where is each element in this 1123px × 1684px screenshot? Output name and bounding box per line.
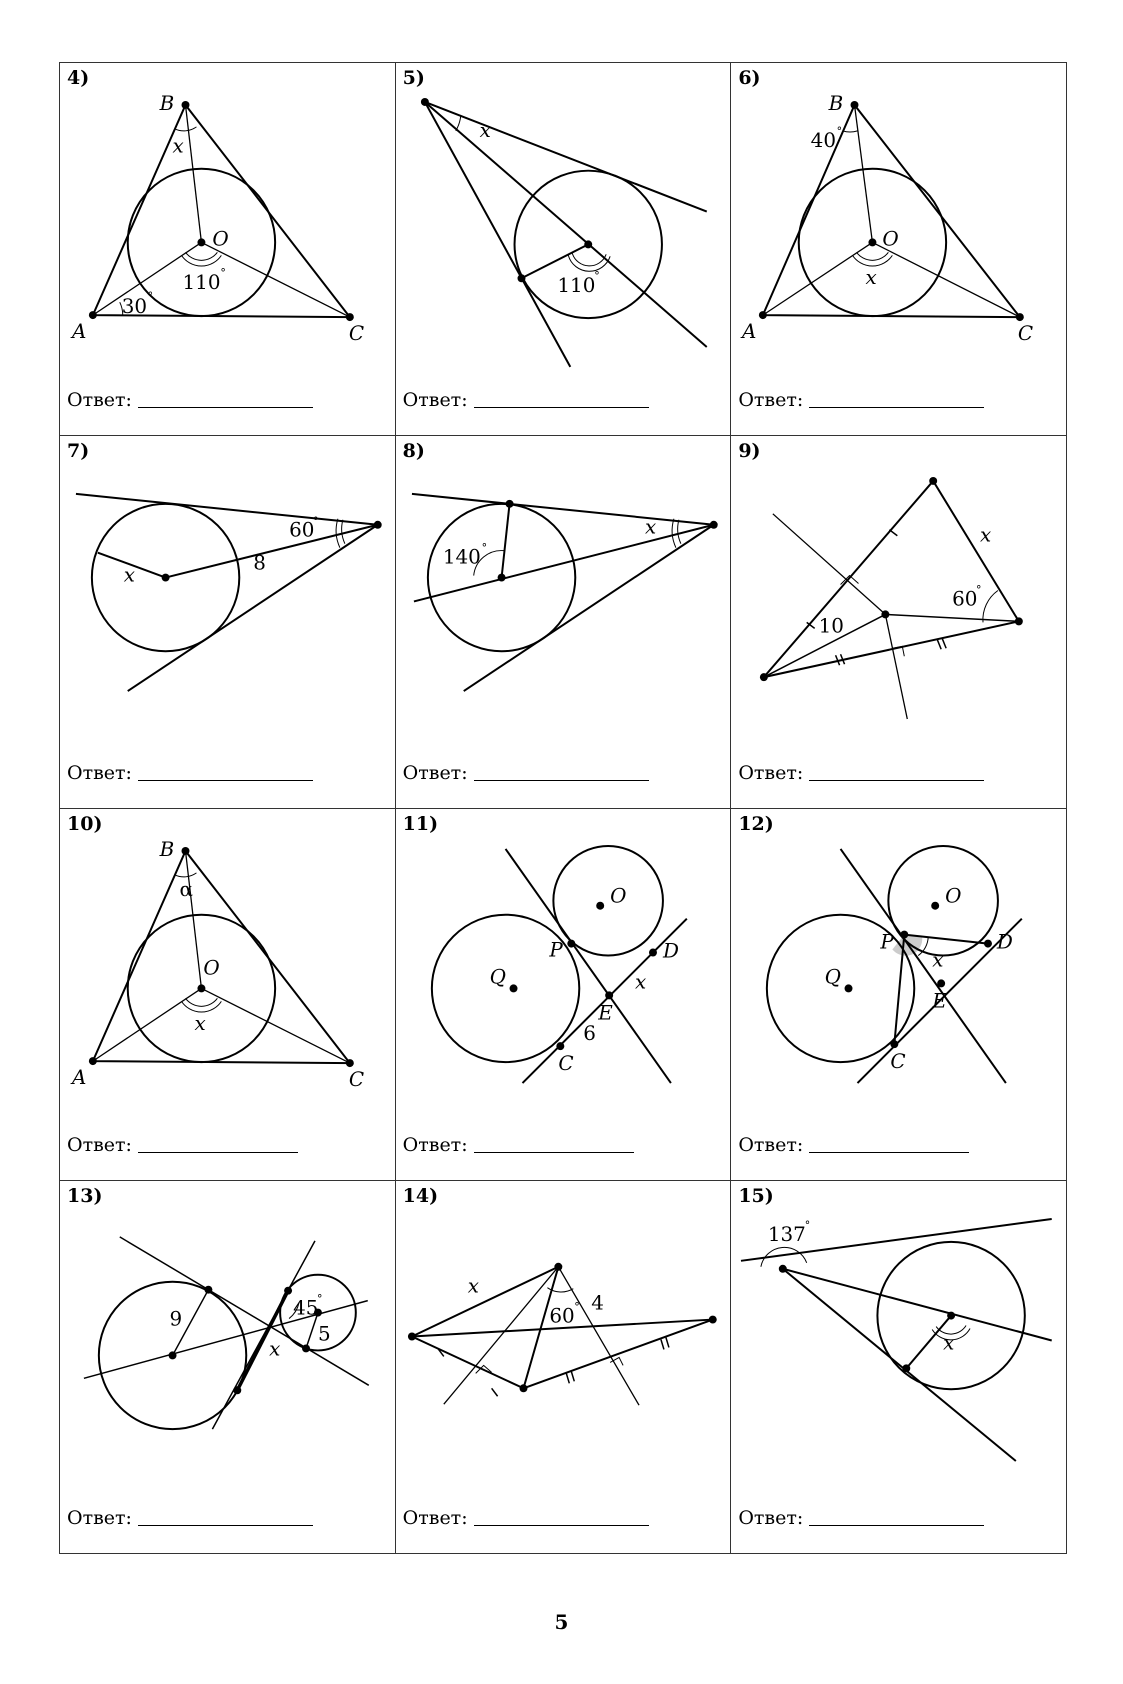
answer-field[interactable]	[403, 1507, 649, 1529]
angle-value: 30	[121, 295, 148, 319]
problem-6	[731, 63, 1067, 436]
vertex-label-a: A	[71, 1065, 87, 1089]
vertex-label-c: C	[348, 1067, 365, 1091]
figure-11	[396, 809, 731, 1181]
angle-value: 60	[952, 587, 978, 611]
angle-value: 45	[293, 1296, 319, 1320]
unknown-x: x	[194, 1011, 206, 1035]
angle-value: 60	[289, 518, 315, 542]
answer-line[interactable]	[474, 780, 649, 781]
problem-12	[731, 809, 1067, 1182]
length-value: 8	[253, 551, 266, 575]
answer-field[interactable]	[403, 762, 649, 784]
angle-value: 60	[549, 1304, 575, 1328]
unknown-x: x	[467, 1274, 479, 1298]
problem-grid	[59, 62, 1067, 1554]
answer-label: Ответ:	[402, 1134, 468, 1157]
problem-number: 13)	[67, 1185, 103, 1208]
problem-15	[731, 1181, 1067, 1554]
radius-value: 5	[317, 1322, 331, 1346]
center-label-q: Q	[489, 964, 506, 988]
figure-8	[396, 436, 731, 808]
answer-label: Ответ:	[67, 1134, 132, 1157]
length-value: 4	[590, 1291, 604, 1315]
degree-mark: °	[481, 541, 487, 555]
angle-value: 110	[557, 274, 596, 298]
center-label-o: O	[609, 884, 627, 908]
angle-value: 137	[768, 1223, 807, 1247]
point-label-p: P	[880, 930, 895, 954]
degree-mark: °	[147, 290, 154, 304]
answer-label: Ответ:	[67, 388, 132, 411]
answer-line[interactable]	[809, 407, 984, 408]
center-label-o: O	[945, 884, 962, 908]
degree-mark: °	[593, 269, 600, 283]
figure-12	[731, 809, 1066, 1181]
vertex-label-b: B	[159, 837, 175, 861]
answer-line[interactable]	[809, 780, 984, 781]
answer-label: Ответ:	[402, 761, 468, 784]
answer-field[interactable]	[67, 762, 313, 784]
unknown-x: x	[943, 1331, 955, 1355]
length-value: 10	[818, 614, 845, 638]
problem-number: 9)	[738, 439, 761, 462]
answer-line[interactable]	[138, 1525, 313, 1526]
answer-field[interactable]	[738, 1134, 969, 1156]
answer-line[interactable]	[138, 407, 313, 408]
answer-line[interactable]	[138, 780, 313, 781]
problem-5	[396, 63, 732, 436]
answer-field[interactable]	[67, 389, 313, 411]
unknown-x: x	[479, 118, 491, 142]
answer-label: Ответ:	[402, 388, 468, 411]
problem-number: 6)	[738, 67, 761, 89]
answer-field[interactable]	[738, 1507, 984, 1529]
problem-number: 14)	[402, 1185, 439, 1208]
angle-value: 40	[811, 128, 837, 152]
answer-field[interactable]	[67, 1507, 313, 1529]
vertex-label-c: C	[348, 322, 365, 346]
degree-mark: °	[312, 514, 319, 528]
answer-label: Ответ:	[67, 761, 132, 784]
degree-mark: °	[573, 1300, 580, 1314]
center-label-o: O	[203, 955, 220, 979]
figure-10	[60, 809, 395, 1181]
answer-label: Ответ:	[402, 1507, 468, 1529]
answer-line[interactable]	[474, 407, 649, 408]
figure-15	[731, 1181, 1066, 1553]
figure-7	[60, 436, 395, 808]
answer-label: Ответ:	[738, 1507, 804, 1529]
answer-field[interactable]	[738, 389, 984, 411]
unknown-x: x	[980, 523, 992, 547]
angle-alpha: α	[179, 877, 193, 901]
unknown-x: x	[634, 969, 646, 993]
point-label-c: C	[890, 1049, 906, 1073]
page-number: 5	[554, 1610, 569, 1634]
vertex-label-b: B	[159, 91, 175, 115]
problem-number: 8)	[402, 439, 425, 462]
point-label-d: D	[997, 930, 1014, 954]
radius-value: 9	[169, 1307, 183, 1331]
degree-mark: °	[805, 1219, 811, 1233]
point-label-e: E	[597, 1000, 613, 1024]
degree-mark: °	[316, 1292, 323, 1306]
degree-mark: °	[836, 124, 843, 138]
answer-line[interactable]	[809, 1152, 969, 1153]
problem-4	[60, 63, 396, 436]
answer-field[interactable]	[67, 1134, 298, 1156]
answer-label: Ответ:	[738, 1134, 804, 1157]
center-label-o: O	[212, 227, 229, 251]
answer-line[interactable]	[474, 1152, 634, 1153]
unknown-x: x	[269, 1337, 281, 1361]
answer-line[interactable]	[474, 1525, 649, 1526]
problem-number: 4)	[67, 67, 90, 89]
answer-label: Ответ:	[67, 1507, 132, 1529]
center-label-o: O	[882, 227, 900, 251]
point-label-c: C	[558, 1051, 574, 1075]
unknown-x: x	[644, 515, 656, 539]
degree-mark: °	[220, 266, 226, 280]
unknown-x: x	[123, 563, 135, 587]
problem-14	[396, 1181, 732, 1554]
figure-13	[60, 1181, 395, 1553]
problem-10	[60, 809, 396, 1182]
figure-4	[60, 63, 395, 435]
problem-9	[731, 436, 1067, 809]
figure-9	[731, 436, 1066, 808]
angle-value: 110	[182, 271, 221, 295]
problem-number: 10)	[67, 812, 103, 835]
center-label-q: Q	[824, 964, 842, 988]
point-label-p: P	[549, 938, 563, 962]
figure-14	[396, 1181, 731, 1553]
vertex-label-b: B	[828, 91, 844, 115]
answer-field[interactable]	[403, 1134, 634, 1156]
unknown-x: x	[865, 266, 878, 290]
point-label-e: E	[932, 988, 948, 1012]
degree-mark: °	[976, 583, 982, 597]
answer-line[interactable]	[809, 1525, 984, 1526]
problem-number: 7)	[67, 439, 90, 462]
problem-13	[60, 1181, 396, 1554]
figure-5	[396, 63, 731, 435]
unknown-x: x	[932, 947, 944, 971]
problem-number: 15)	[738, 1185, 774, 1208]
length-value: 6	[582, 1021, 596, 1045]
vertex-label-c: C	[1018, 322, 1034, 346]
problem-11	[396, 809, 732, 1182]
problem-number: 11)	[402, 812, 439, 835]
answer-field[interactable]	[738, 762, 984, 784]
answer-line[interactable]	[138, 1152, 298, 1153]
answer-field[interactable]	[403, 389, 649, 411]
problem-number: 5)	[402, 67, 425, 89]
problem-8	[396, 436, 732, 809]
problem-7	[60, 436, 396, 809]
angle-value: 140	[442, 545, 481, 569]
point-label-d: D	[662, 939, 679, 963]
figure-6	[731, 63, 1066, 435]
vertex-label-a: A	[71, 320, 87, 344]
vertex-label-a: A	[742, 320, 757, 344]
unknown-x: x	[172, 134, 184, 158]
answer-label: Ответ:	[738, 388, 804, 411]
answer-label: Ответ:	[738, 761, 804, 784]
problem-number: 12)	[738, 812, 774, 835]
